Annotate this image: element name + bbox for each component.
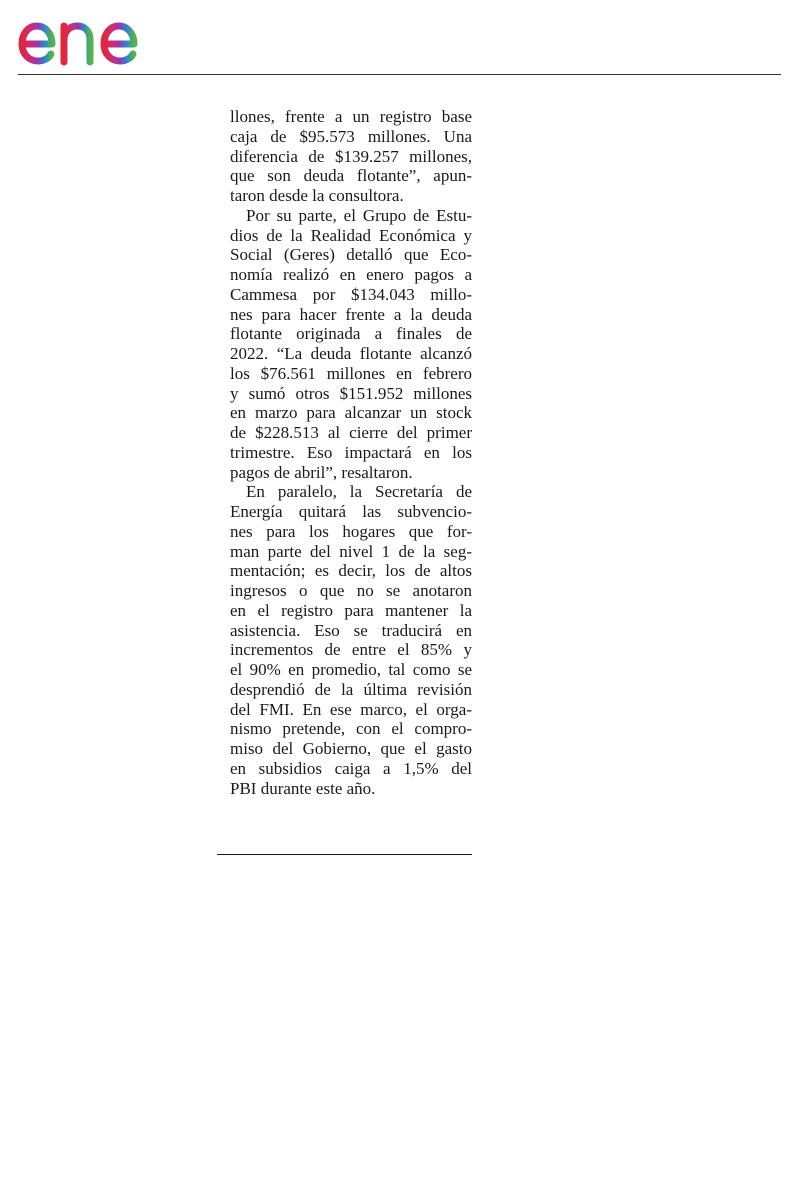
text-line: diferencia de $139.257 millones, <box>230 146 472 166</box>
text-line: en marzo para alcanzar un stock <box>230 403 472 423</box>
page-header <box>0 0 800 80</box>
header-divider <box>18 74 781 75</box>
text-line: taron desde la consultora. <box>230 186 404 205</box>
text-line: en subsidios caiga a 1,5% del <box>230 758 472 778</box>
enel-logo <box>16 5 180 67</box>
text-line: nes para los hogares que for- <box>230 521 472 541</box>
text-line: y sumó otros $151.952 millones <box>230 383 472 403</box>
text-line: que son deuda flotante”, apun- <box>230 166 472 186</box>
text-line: en el registro para mantener la <box>230 600 472 620</box>
text-line: Social (Geres) detalló que Eco- <box>230 245 472 265</box>
text-line: mentación; es decir, los de altos <box>230 561 472 581</box>
text-line: caja de $95.573 millones. Una <box>230 126 472 146</box>
text-line: de $228.513 al cierre del primer <box>230 423 472 442</box>
text-line: PBI durante este año. <box>230 778 376 798</box>
text-line: dios de la Realidad Económica y <box>230 225 472 245</box>
article-paragraph <box>230 107 472 206</box>
text-line: nes para hacer frente a la deuda <box>230 304 472 324</box>
text-line: Cammesa por $134.043 millo- <box>230 284 472 304</box>
text-line: flotante originada a finales de <box>230 324 472 344</box>
text-line: Por su parte, el Grupo de Estu- <box>246 205 472 225</box>
text-line: man parte del nivel 1 de la seg- <box>230 541 472 561</box>
text-line: 2022. “La deuda flotante alcanzó <box>230 344 472 363</box>
text-line: los $76.561 millones en febrero <box>230 363 472 383</box>
text-line: nomía realizó en enero pagos a <box>230 265 472 284</box>
text-line: pagos de abril”, resaltaron. <box>230 462 413 482</box>
text-line: En paralelo, la Secretaría de <box>246 482 472 502</box>
text-line: desprendió de la última revisión <box>230 679 472 699</box>
article-column <box>230 107 472 798</box>
article-end-rule <box>217 854 472 855</box>
text-line: nismo pretende, con el compro- <box>230 719 472 739</box>
text-line: trimestre. Eso impactará en los <box>230 442 472 462</box>
text-line: el 90% en promedio, tal como se <box>230 660 472 679</box>
article-paragraph <box>230 482 472 798</box>
text-line: Energía quitará las subvencio- <box>230 502 472 521</box>
text-line: del FMI. En ese marco, el orga- <box>230 699 472 719</box>
text-line: asistencia. Eso se traducirá en <box>230 620 472 640</box>
text-line: llones, frente a un registro base <box>230 107 472 126</box>
text-line: miso del Gobierno, que el gasto <box>230 739 472 758</box>
text-line: incrementos de entre el 85% y <box>230 640 472 660</box>
article-paragraph <box>230 206 472 483</box>
text-line: ingresos o que no se anotaron <box>230 581 472 600</box>
